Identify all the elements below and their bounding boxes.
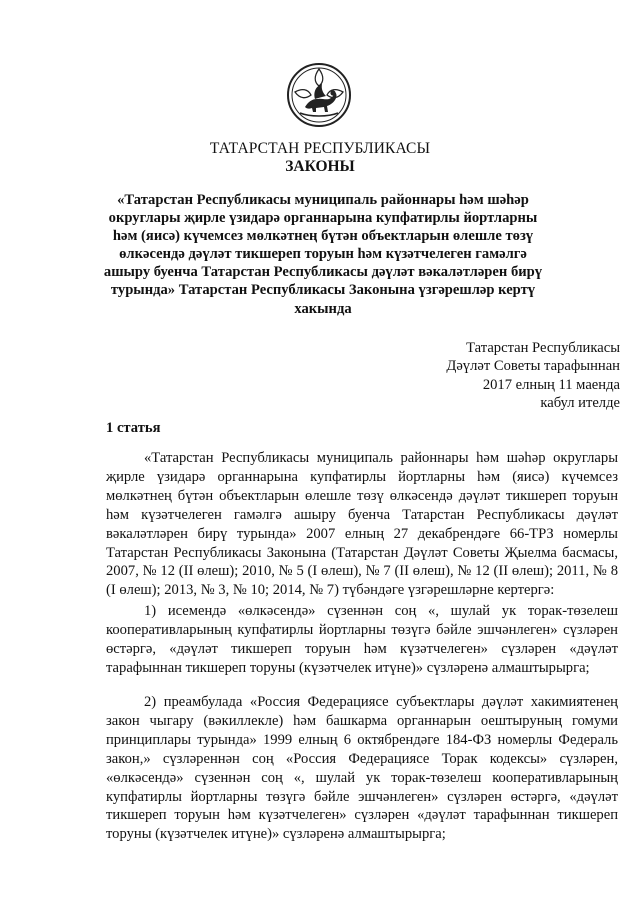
adoption-block [400, 339, 620, 412]
tatarstan-coat-of-arms-emblem [286, 62, 352, 128]
adoption-line-1: Татарстан Республикасы [466, 340, 620, 356]
document-header [0, 140, 640, 176]
coat-of-arms-icon [286, 62, 352, 128]
adoption-line-3: 2017 елның 11 маенда [482, 376, 620, 393]
law-title: «Татарстан Республикасы муниципаль районнары һәм шәһәр округлары җирле үзидарә органнарына купфатирлы йортларны һәм (яисә) күчемсез мөлкәтнең бүтән объектларын өлешле төзү өлкәсендә дәүләт тикшереп торуын һәм күзәтчелеген гамәлгә ашыру буенча Татарстан Республикасы дәүләт вәкаләтләрен бирү турында» Татарстан Республикасы Законына үзгәрешләр кертү хакында [103, 192, 543, 317]
amendment-item-1: 1) исемендә «өлкәсендә» сүзеннән соң «, шулай ук торак-төзелеш кооперативларының купфатирлы йортларны төзүгә бәйле эшчәнлеген» сүзләрен өстәргә, «дәүләт тикшереп торуын һәм күзәтчелеген» сүзләрен «дәүләт тарафыннан тикшереп торуны (күзәтчелек итүне)» сүзләренә алмаштырырга; [106, 603, 618, 676]
adoption-line-4: кабул ителде [540, 394, 620, 411]
adoption-line-2: Дәүләт Советы тарафыннан [446, 358, 620, 375]
article-heading: 1 статья [106, 420, 161, 436]
amendment-item-2: 2) преамбулада «Россия Федерациясе субъектлары дәүләт хакимиятенең закон чыгару (вәкиллекле) һәм башкарма органнарын оештыруның гомуми принциплары турында» 1999 елның 6 октябрендәге 184-ФЗ номерлы Федераль закон,» сүзләреннән соң «Россия Федерациясе Торак кодексы» сүзләрен, «өлкәсендә» сүзеннән соң «, шулай ук торак-төзелеш кооперативларының купфатирлы йортларны төзүгә бәйле эшчәнлеген» сүзләрен өстәргә, «дәүләт тикшереп торуын һәм күзәтчелеген» сүзләрен «дәүләт тарафыннан тикшереп торуны (күзәтчелек итүне)» сүзләренә алмаштырырга; [106, 694, 618, 843]
republic-heading: ТАТАРСТАН РЕСПУБЛИКАСЫ [209, 140, 431, 157]
article-intro-paragraph: «Татарстан Республикасы муниципаль районнары һәм шәһәр округлары җирле үзидарә органнарына купфатирлы йортларны һәм (яисә) күчемсез мөлкәтнең бүтән объектларын өлешле төзү өлкәсендә дәүләт тикшереп торуын һәм күзәтчелеген гамәлгә ашыру буенча Татарстан Республикасы дәүләт вәкаләтләрен бирү турында» 2007 елның 27 декабрендәге 66-ТРЗ номерлы Татарстан Республикасы Законына (Татарстан Дәүләт Советы Җыелма басмасы, 2007, № 12 (II өлеш); 2010, № 5 (I өлеш), № 7 (II өлеш), № 12 (II өлеш); 2011, № 8 (I өлеш); 2013, № 3, № 10; 2014, № 7) түбәндәге үзгәрешләрне кертергә: [106, 450, 618, 599]
law-heading: ЗАКОНЫ [285, 158, 355, 175]
